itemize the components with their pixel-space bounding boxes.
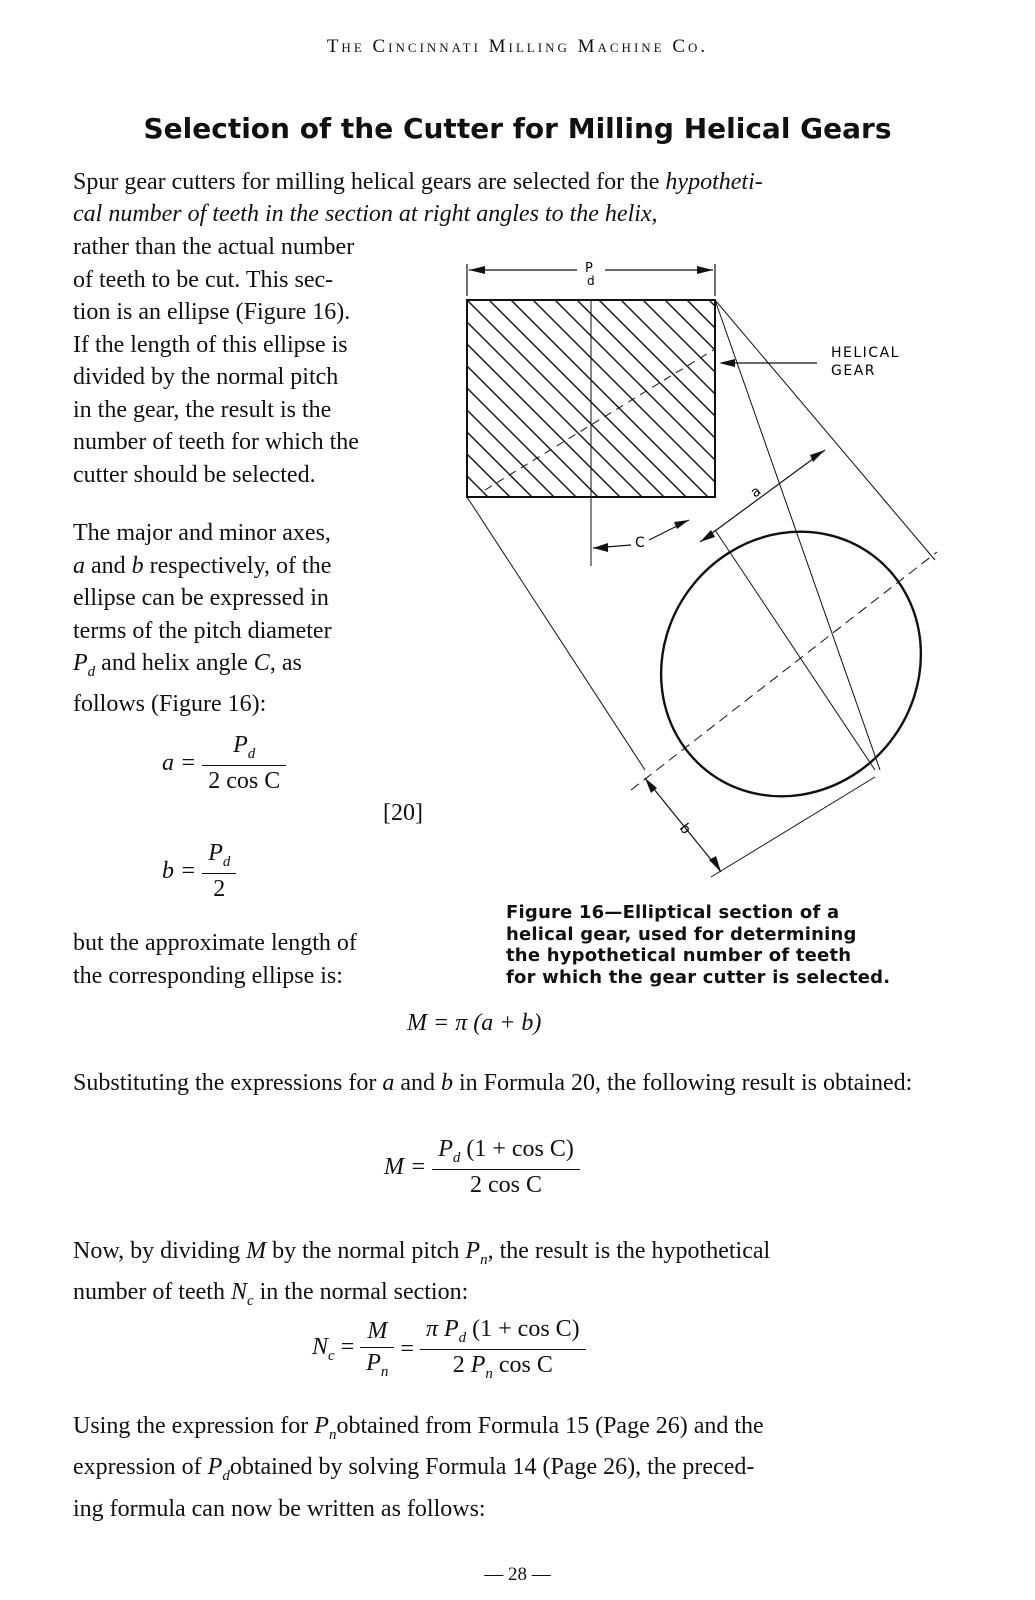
hatch-line [455,300,611,510]
pd-label-p: P [585,261,593,276]
formula-tag: [20] [383,800,423,826]
hatch-line [489,300,699,510]
equation-m: M = $\frac{P_d (1 + \cos C)}{\text{2 cos C}}$ [384,1136,580,1199]
formula-b: b = $\frac{P_d}{2}$ [162,840,236,903]
hatch-line [709,300,919,510]
figure-16-diagram [455,250,955,890]
axes-paragraph [73,517,433,721]
page-number: — 28 — [484,1564,551,1585]
hatch-line [455,300,501,510]
gear-hatching [455,300,941,510]
running-head: The Cincinnati Milling Machine Co. [326,36,709,57]
intro-line: rather than the actual number [73,234,355,260]
hatch-line [731,300,941,510]
intro-text: Spur gear cutters for milling helical gears are selected for the [73,169,660,195]
hatch-line [577,300,787,510]
axes-line: follows (Figure 16): [73,691,267,718]
intro-line: tion is an ellipse (Figure 16). [73,299,351,325]
intro-line: of teeth to be cut. This sec- [73,266,334,293]
hatch-line [455,300,633,510]
axes-line: a and b respectively, of the [73,552,332,579]
hatch-line [643,300,853,510]
a-label: a [747,483,765,502]
intro-line-2: cal number of teeth in the section at right angles to the helix, [73,201,658,227]
gear-label: GEAR [831,363,876,379]
equation-nc: $N_c$ = $\frac{M}{P_n}$ = $\frac{\pi P_d (1 + \cos C)}{2 P_n \cos C}$ [312,1316,586,1383]
hatch-line [455,300,545,510]
hatch-line [511,300,721,510]
intro-line: cutter should be selected. [73,461,316,488]
intro-line: If the length of this ellipse is [73,331,348,358]
axes-line: The major and minor axes, [73,520,331,546]
hatch-line [467,300,677,510]
intro-paragraph [73,231,433,491]
intro-italic: hypotheti- [665,169,763,195]
page-title: Selection of the Cutter for Milling Helical Gears [143,112,892,145]
figure-caption: Figure 16—Elliptical section of a helical gear, used for determining the hypothetical number of teeth for which the gear cutter is selected. [506,902,891,988]
axes-line: terms of the pitch diameter [73,617,332,644]
c-label: C [635,535,645,551]
intro-line: divided by the normal pitch [73,364,339,390]
formula-a: a = $\frac{P_d}{\text{2 cos C}}$ [162,732,286,795]
dividing-paragraph: Now, by dividing M by the normal pitch $P_n$, the result is the hypothetical number of teeth $N_c$ in the normal section: [73,1238,771,1310]
b-label: b [675,820,694,838]
hatch-line [455,300,589,510]
hatch-line [665,300,875,510]
final-paragraph: Using the expression for $P_nobtained$ from Formula 15 (Page 26) and the expression of $P_dobtained$ by solving Formula 14 (Page 26), the preced- ing formula can now be written as follows: [73,1413,764,1522]
intro-line-1 [73,166,945,199]
hatch-line [455,300,457,510]
equation-m-approx: M = π (a + b) [407,1010,542,1036]
pd-label-d: d [587,274,595,288]
substituting-paragraph: Substituting the expressions for a and b in Formula 20, the following result is obtained: [73,1070,913,1096]
axes-line: $P_d$ and helix angle C, as [73,650,302,680]
hatch-line [533,300,743,510]
hatch-line [455,300,655,510]
intro-line: number of teeth for which the [73,429,359,455]
axes-line: ellipse can be expressed in [73,585,329,611]
helical-label: HELICAL [831,345,900,361]
intro-line: in the gear, the result is the [73,396,332,423]
hatch-line [555,300,765,510]
approx-paragraph: but the approximate length of the corresponding ellipse is: [73,930,357,989]
